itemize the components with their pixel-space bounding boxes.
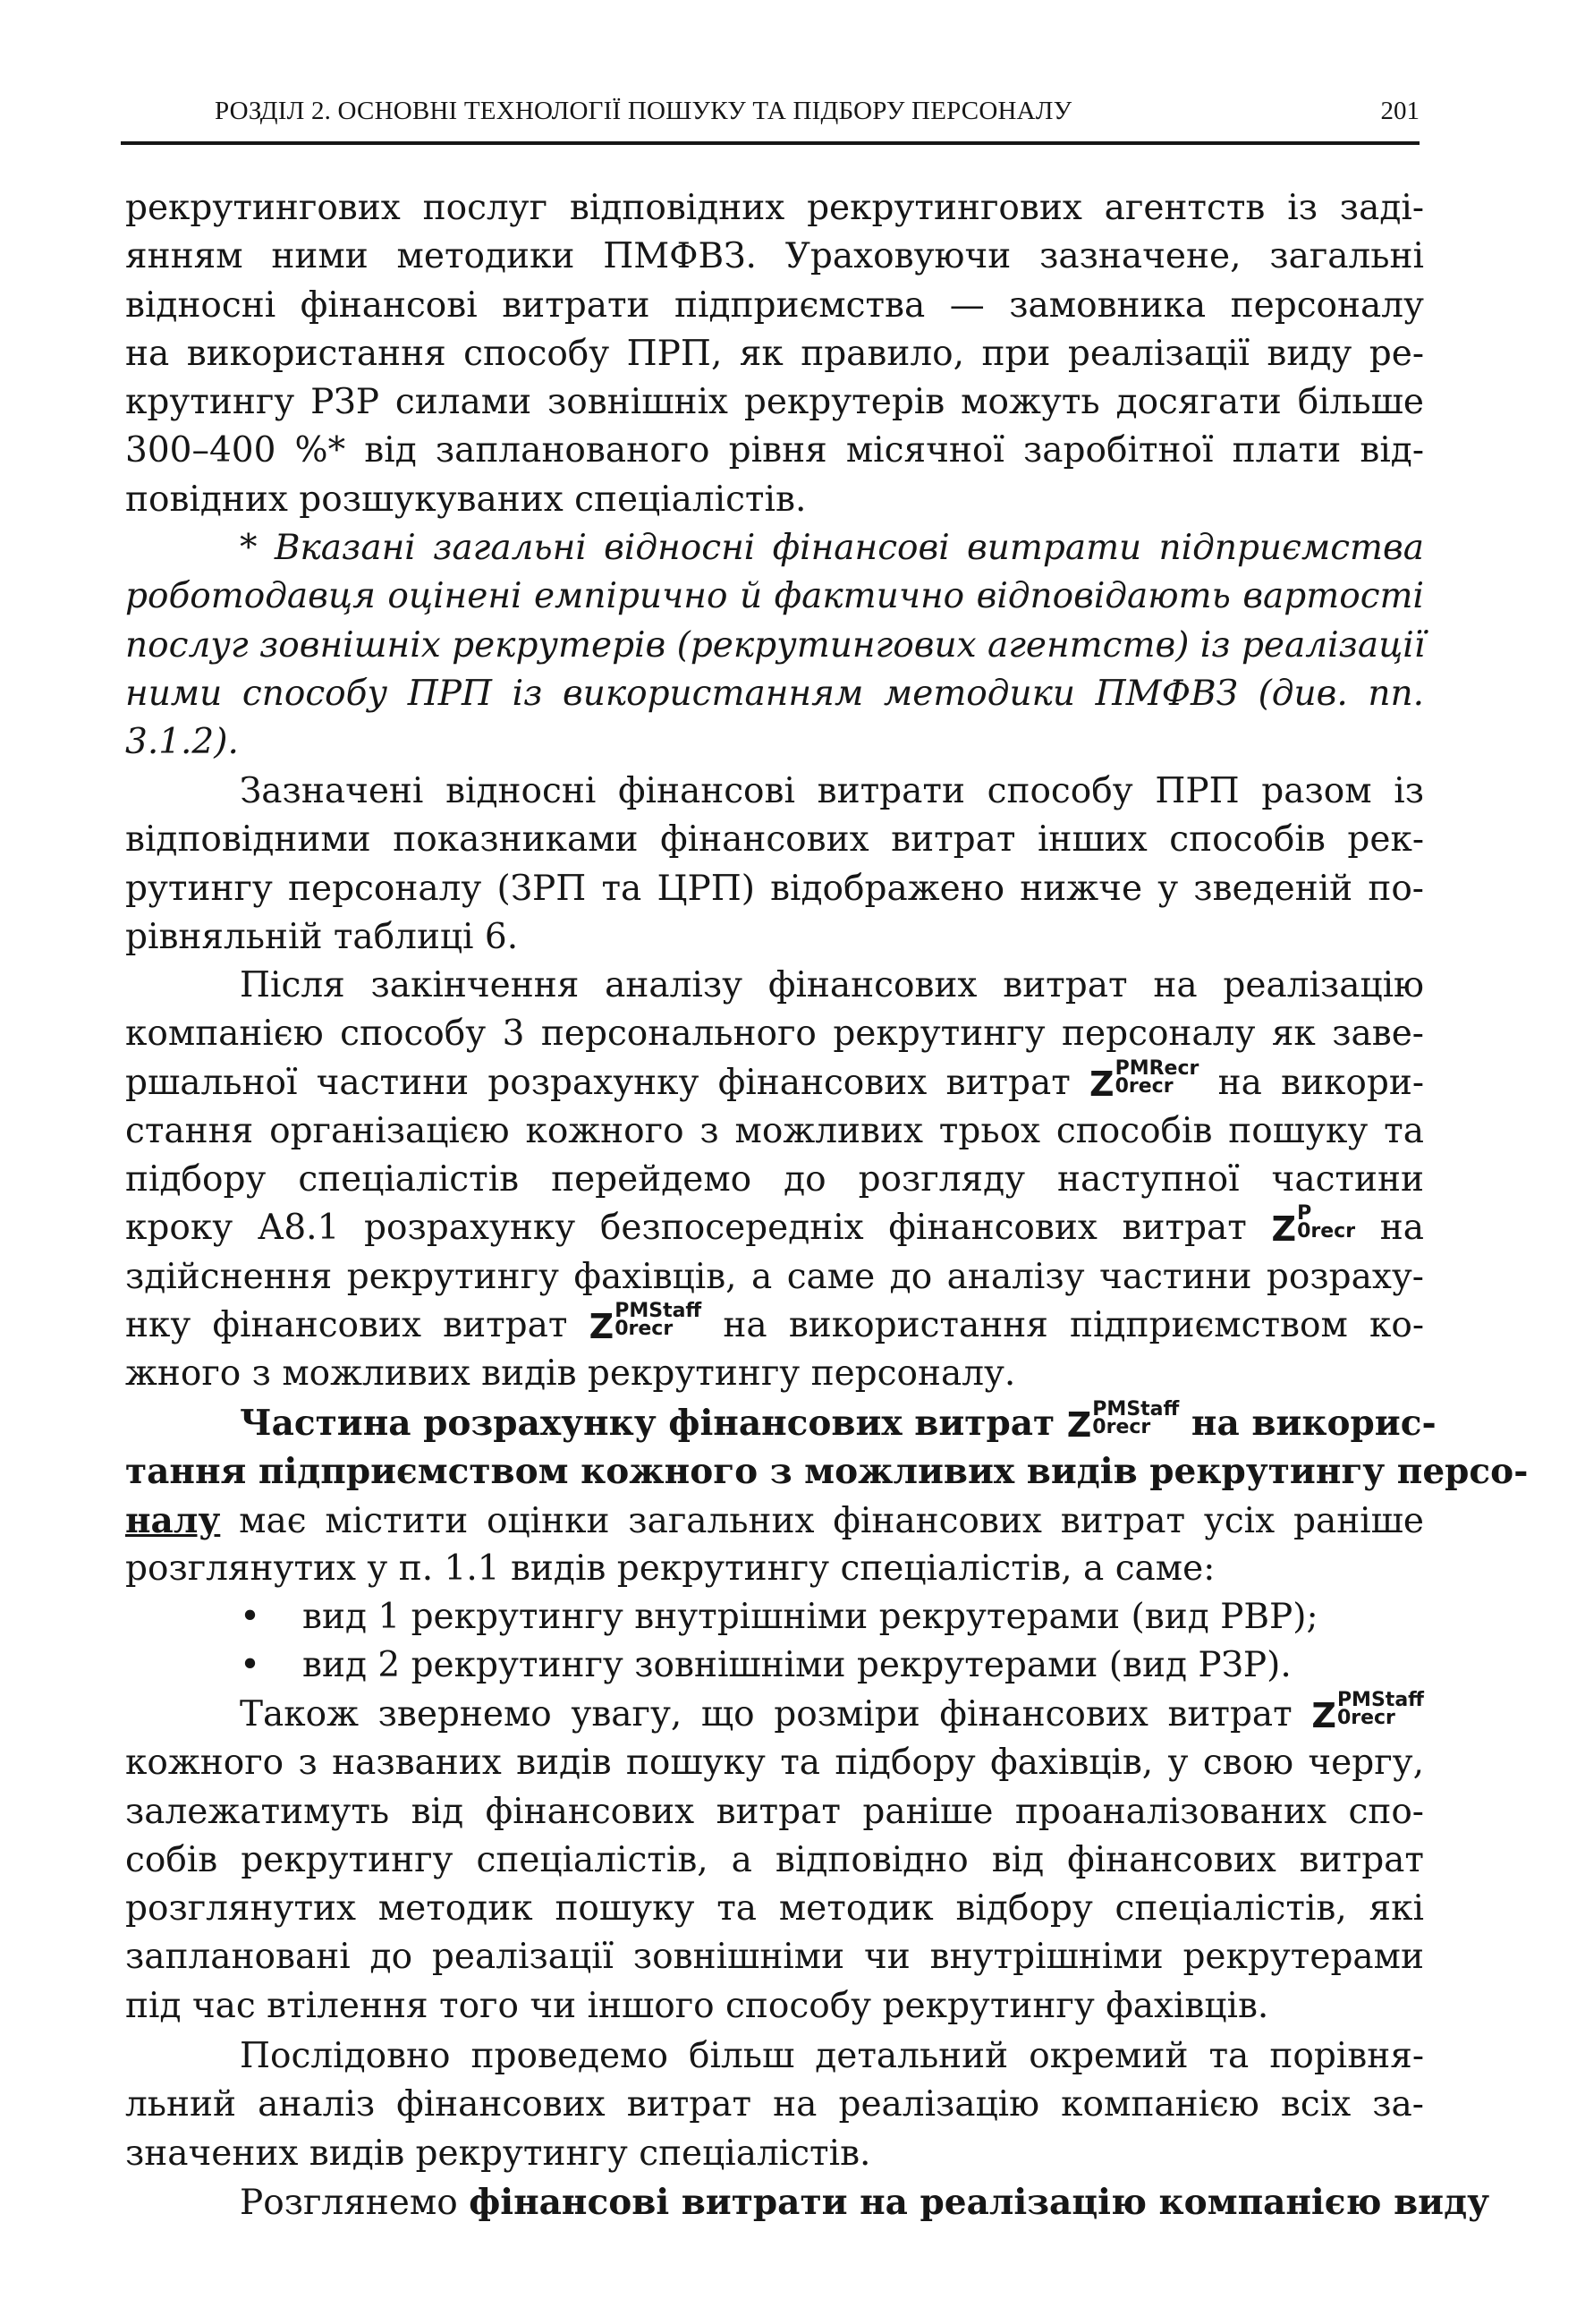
formula-subscript: 0recr <box>1297 1220 1356 1243</box>
list-item <box>125 1641 1424 1690</box>
text-line: розглянутих методик пошуку та методик відбору спеціалістів, які <box>125 1888 1424 1930</box>
formula-subscript: 0recr <box>1336 1707 1395 1729</box>
formula-z-pmrecr <box>1089 1056 1199 1104</box>
formula-z-pmstaff <box>1311 1691 1424 1733</box>
paragraph-2 <box>125 768 1424 962</box>
text-line <box>125 1056 1425 1107</box>
formula-superscript: PMStaff <box>615 1300 702 1323</box>
text-line: тання підприємством кожного з можливих видів рекрутингу персо- <box>125 1451 1529 1493</box>
text-line: ними способу ПРП із використанням методики ПМФВЗ (див. пп. <box>125 673 1424 714</box>
text-line: крутингу РЗР силами зовнішніх рекрутерів можуть досягати більше <box>125 382 1424 423</box>
formula-base: Z <box>1089 1064 1115 1104</box>
text-span: Частина розрахунку фінансових витрат <box>240 1403 1055 1444</box>
text-line: підбору спеціалістів перейдемо до розгляду наступної частини <box>125 1159 1424 1200</box>
formula-superscript: PMStaff <box>1336 1689 1424 1711</box>
formula-z-p <box>1271 1202 1356 1250</box>
paragraph-1 <box>125 184 1424 524</box>
formula-base: Z <box>1066 1405 1092 1445</box>
paragraph-7 <box>125 2178 1490 2226</box>
text-line <box>125 1398 1437 1447</box>
text-line: янням ними методики ПМФВЗ. Ураховуючи зазначене, загальні <box>125 236 1424 277</box>
formula-superscript: PMStaff <box>1092 1398 1180 1421</box>
text-line: на використання способу ПРП, як правило, при реалізації виду ре- <box>125 333 1424 374</box>
formula-subscript: 0recr <box>1092 1416 1151 1438</box>
paragraph-3 <box>125 962 1424 1399</box>
formula-base: Z <box>1271 1209 1297 1250</box>
text-line: відповідними показниками фінансових витрат інших способів рек- <box>125 819 1424 861</box>
text-span: Розглянемо <box>240 2183 458 2223</box>
formula-z-pmstaff <box>589 1300 702 1347</box>
formula-z-pmstaff <box>1066 1398 1180 1445</box>
text-line: Зазначені відносні фінансові витрати способу ПРП разом із <box>240 771 1424 811</box>
paragraph-6 <box>125 2032 1424 2178</box>
text-line: Послідовно проведемо більш детальний окремий та порівня- <box>240 2036 1424 2076</box>
text-line <box>125 1497 1424 1545</box>
text-span: кроку А8.1 розрахунку безпосередніх фінансових витрат <box>125 1208 1247 1249</box>
text-line: заплановані до реалізації зовнішніми чи внутрішніми рекрутерами <box>125 1937 1424 1978</box>
text-line: повідних розшукуваних спеціалістів. <box>125 479 807 520</box>
text-line: стання організацією кожного з можливих трьох способів пошуку та <box>125 1110 1424 1151</box>
page-number: 201 <box>1380 97 1420 125</box>
text-line: залежатимуть від фінансових витрат раніше проаналізованих спо- <box>125 1791 1424 1832</box>
text-line: відносні фінансові витрати підприємства — замовника персоналу <box>125 284 1424 326</box>
paragraph-4 <box>125 1398 1529 1593</box>
bullet-icon: • <box>240 1645 261 1686</box>
text-span: налу <box>125 1499 221 1541</box>
text-span: нку фінансових витрат <box>125 1305 568 1346</box>
running-header <box>121 89 1420 145</box>
formula-subscript: 0recr <box>1115 1074 1174 1098</box>
list-item-text: вид 1 рекрутингу внутрішніми рекрутерами (вид РВР); <box>302 1597 1318 1637</box>
list-item <box>125 1593 1424 1641</box>
text-span: має містити оцінки загальних фінансових витрат усіх раніше <box>220 1500 1424 1541</box>
text-span: ршальної частини розрахунку фінансових витрат <box>125 1062 1071 1103</box>
text-line: під час втілення того чи іншого способу рекрутингу фахівців. <box>125 1985 1269 2026</box>
text-span: фінансові витрати на реалізацію компанією виду <box>469 2182 1490 2223</box>
paragraph-5 <box>125 1691 1424 2031</box>
text-line: рекрутингових послуг відповідних рекрутингових агентств із заді- <box>125 188 1424 228</box>
text-span: на <box>1379 1208 1424 1249</box>
text-line: кожного з названих видів пошуку та підбору фахівців, у свою чергу, <box>125 1743 1424 1784</box>
text-span: на викорис- <box>1191 1403 1437 1444</box>
text-line: собів рекрутингу спеціалістів, а відповідно від фінансових витрат <box>125 1839 1424 1880</box>
text-line: рівняльній таблиці 6. <box>125 916 519 957</box>
text-line: роботодавця оцінені емпірично й фактично відповідають вартості <box>125 576 1424 617</box>
bullet-icon: • <box>240 1597 261 1637</box>
text-line: розглянутих у п. 1.1 видів рекрутингу спеціалістів, а саме: <box>125 1548 1216 1589</box>
text-span: Також звернемо увагу, що розміри фінансових витрат <box>240 1694 1293 1735</box>
list-item-text: вид 2 рекрутингу зовнішніми рекрутерами (вид РЗР). <box>302 1645 1292 1686</box>
chapter-title: РОЗДІЛ 2. ОСНОВНІ ТЕХНОЛОГІЇ ПОШУКУ ТА ПІДБОРУ ПЕРСОНАЛУ <box>215 97 1072 125</box>
text-line: Після закінчення аналізу фінансових витрат на реалізацію <box>240 965 1424 1005</box>
text-line: здійснення рекрутингу фахівців, а саме до аналізу частини розраху- <box>125 1256 1424 1297</box>
text-line: * Вказані загальні відносні фінансові витрати підприємства <box>240 528 1424 568</box>
formula-superscript: PMRecr <box>1115 1056 1199 1080</box>
text-line: 3.1.2). <box>125 722 239 763</box>
text-span: на викори- <box>1217 1062 1425 1103</box>
text-line <box>125 1691 1424 1739</box>
text-span: на використання підприємством ко- <box>723 1305 1425 1346</box>
formula-base: Z <box>589 1307 615 1347</box>
text-line: жного з можливих видів рекрутингу персоналу. <box>125 1353 1016 1395</box>
text-line <box>125 1204 1424 1252</box>
footnote-remark <box>125 524 1424 767</box>
formula-subscript: 0recr <box>615 1318 674 1341</box>
text-line: значених видів рекрутингу спеціалістів. <box>125 2133 871 2174</box>
bullet-list <box>125 1593 1424 1691</box>
text-line: компанією способу 3 персонального рекрутингу персоналу як заве- <box>125 1014 1424 1055</box>
text-line: 300–400 %* від запланованого рівня місячної заробітної плати від- <box>125 430 1424 471</box>
formula-superscript: P <box>1297 1202 1312 1226</box>
formula-base: Z <box>1311 1696 1336 1735</box>
text-line <box>125 2178 1490 2226</box>
text-line: рутингу персоналу (ЗРП та ЦРП) відображено нижче у зведеній по- <box>125 868 1424 909</box>
text-line <box>125 1302 1424 1350</box>
text-line: льний аналіз фінансових витрат на реалізацію компанією всіх за- <box>125 2084 1424 2125</box>
text-line: послуг зовнішніх рекрутерів (рекрутингових агентств) із реалізації <box>125 624 1426 666</box>
